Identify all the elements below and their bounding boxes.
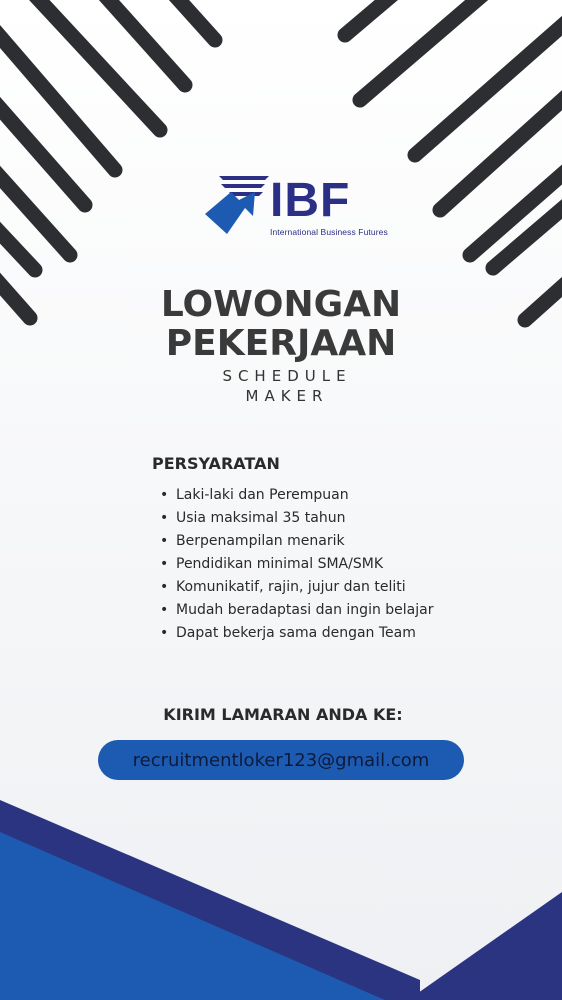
brand-tagline: International Business Futures bbox=[270, 227, 388, 237]
requirements-title: PERSYARATAN bbox=[152, 454, 280, 473]
list-item bbox=[160, 531, 433, 554]
requirement-text: Komunikatif, rajin, jujur dan teliti bbox=[176, 579, 406, 595]
requirements-list bbox=[160, 485, 433, 646]
requirement-text: Berpenampilan menarik bbox=[176, 533, 345, 549]
brand-name: IBF bbox=[270, 174, 351, 227]
email-address: recruitmentloker123@gmail.com bbox=[132, 749, 430, 771]
list-item bbox=[160, 508, 433, 531]
bullet-dot-icon: • bbox=[160, 556, 169, 572]
position-line1: SCHEDULE bbox=[222, 367, 352, 385]
bullet-dot-icon: • bbox=[160, 579, 169, 595]
requirement-text: Pendidikan minimal SMA/SMK bbox=[176, 556, 383, 572]
list-item bbox=[160, 600, 433, 623]
requirement-text: Usia maksimal 35 tahun bbox=[176, 510, 346, 526]
position-line2: MAKER bbox=[245, 387, 329, 405]
list-item bbox=[160, 485, 433, 508]
bullet-dot-icon: • bbox=[160, 625, 169, 641]
list-item bbox=[160, 623, 433, 646]
contact-title: KIRIM LAMARAN ANDA KE: bbox=[163, 705, 403, 724]
email-link-button[interactable] bbox=[98, 740, 464, 780]
bullet-dot-icon: • bbox=[160, 510, 169, 526]
bullet-dot-icon: • bbox=[160, 602, 169, 618]
bullet-dot-icon: • bbox=[160, 533, 169, 549]
list-item bbox=[160, 577, 433, 600]
requirement-text: Dapat bekerja sama dengan Team bbox=[176, 625, 416, 641]
bottom-decoration bbox=[0, 780, 562, 1000]
requirement-text: Mudah beradaptasi dan ingin belajar bbox=[176, 602, 434, 618]
bullet-dot-icon: • bbox=[160, 487, 169, 503]
headline-line2: PEKERJAAN bbox=[165, 323, 397, 364]
headline-line1: LOWONGAN bbox=[160, 284, 402, 325]
list-item bbox=[160, 554, 433, 577]
requirement-text: Laki-laki dan Perempuan bbox=[176, 487, 349, 503]
